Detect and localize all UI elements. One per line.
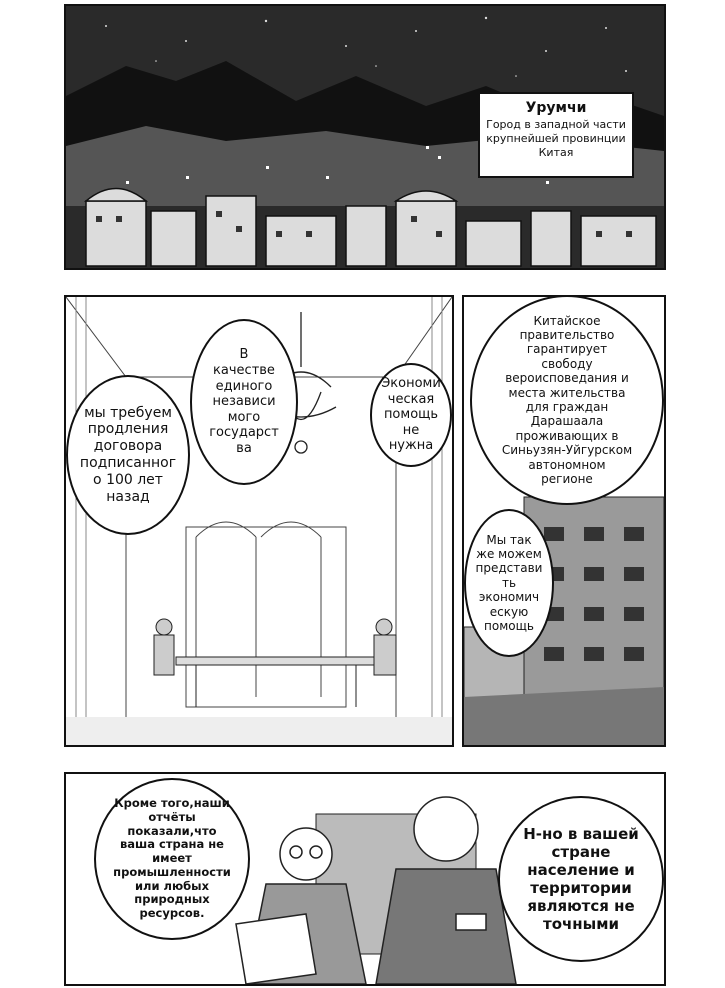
speech-text: мы требуем продления договора подписанног о 100 лет назад [79,404,177,505]
speech-bubble-guarantee [470,295,664,505]
panel-night-city [64,4,666,270]
speech-bubble-independent-state [190,319,298,485]
speech-bubble-no-aid [370,363,452,467]
speech-bubble-treaty [66,375,190,535]
speech-text: Кроме того,наши отчёты показали,что ваша страна не имеет промышленности или любых природных ресурсов. [113,795,231,921]
speech-text: Китайское правительство гарантирует свободу вероисповедания и места жительства для граждан Дарашаала проживающих в Синьузян-Уйгурском автономном регионе [501,313,633,486]
panel-government-building [462,295,666,747]
caption-title: Урумчи [525,100,587,116]
speech-bubble-economic-aid [464,509,554,657]
caption-text: Город в западной части крупнейшей провинции Китая [486,118,626,159]
speech-text: Н-но в вашей стране население и территории являются не точными [523,825,639,933]
speech-text: Мы так же можем представи ть экономич ескую помощь [475,532,543,633]
panel-meeting-room [64,295,454,747]
panel-officials [64,772,666,986]
location-caption [478,92,634,178]
speech-bubble-reports [94,778,250,940]
speech-bubble-population [498,796,664,962]
speech-text: Экономи ческая помощь не нужна [381,376,441,454]
speech-text: В качестве единого независи мого государст ва [209,347,279,456]
